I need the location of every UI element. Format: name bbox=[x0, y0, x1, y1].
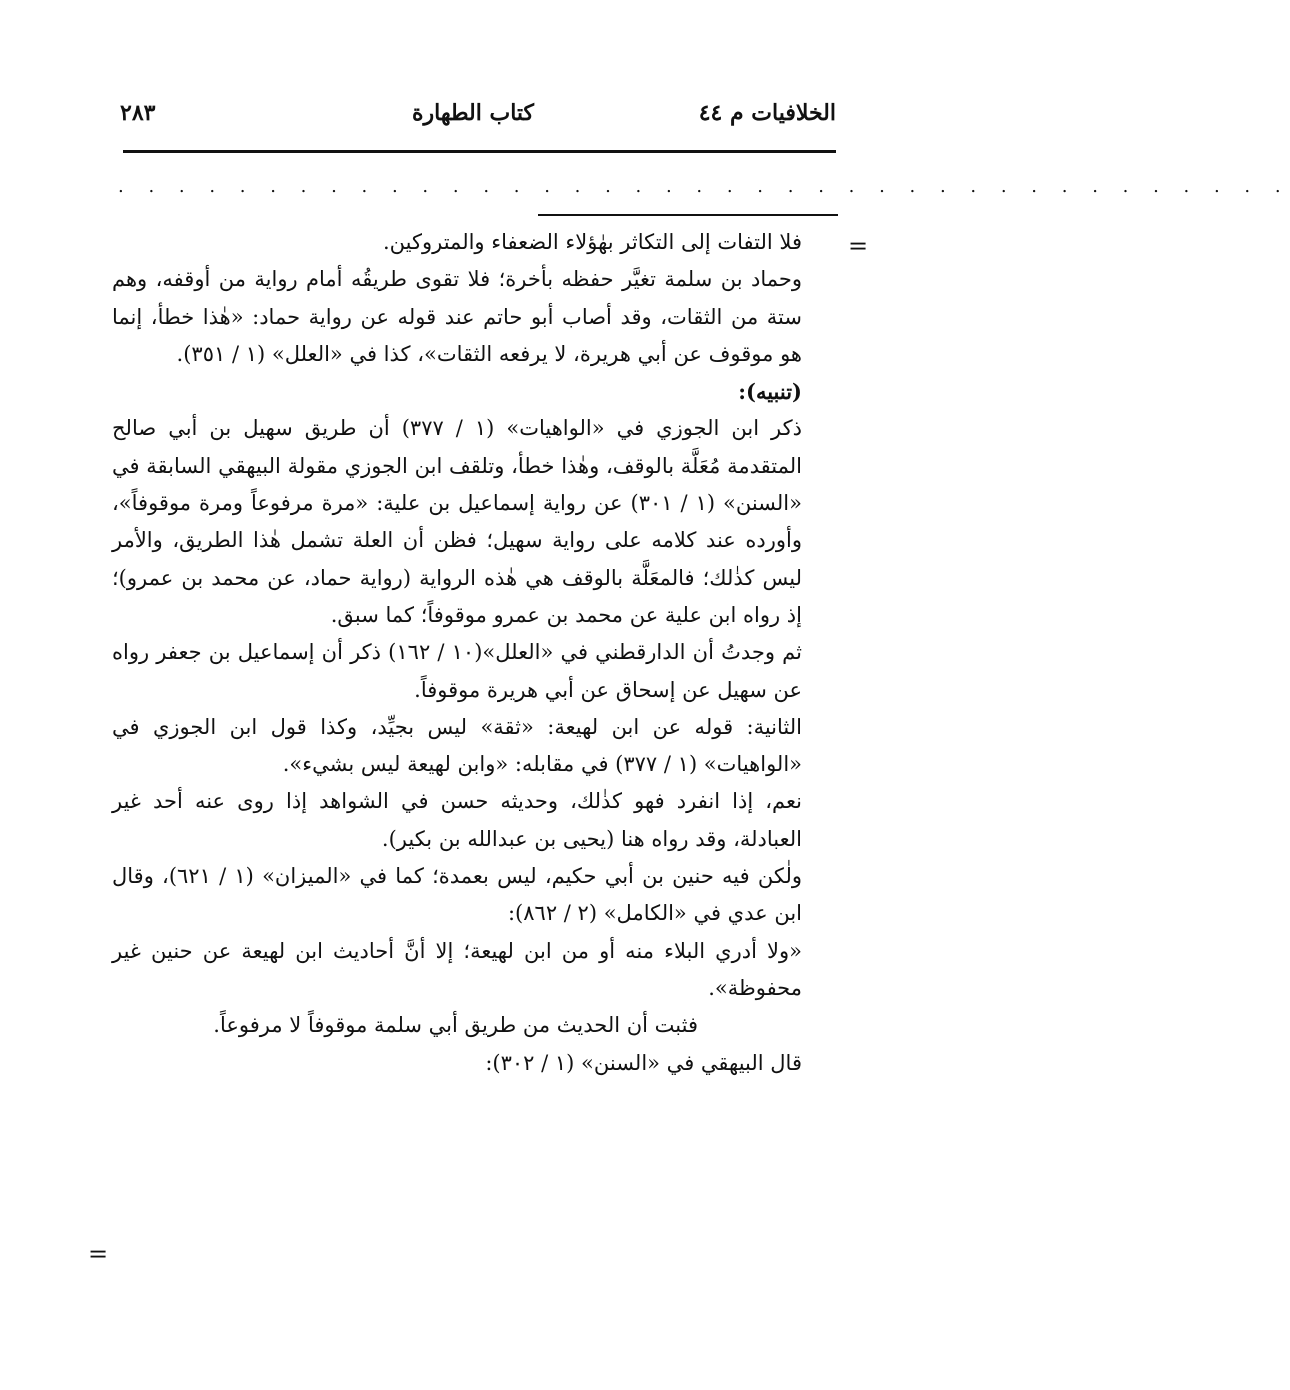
book-title: كتاب الطهارة bbox=[411, 100, 535, 126]
paragraph: قال البيهقي في «السنن» (١ / ٣٠٢): bbox=[485, 1050, 802, 1075]
page-header bbox=[110, 100, 836, 140]
page-number: ٢٨٣ bbox=[120, 100, 156, 126]
continuation-marker-right: = bbox=[848, 232, 869, 260]
paragraph: فثبت أن الحديث من طريق أبي سلمة موقوفاً لا مرفوعاً. bbox=[213, 1013, 698, 1038]
paragraph-heading: (تنبيه): bbox=[738, 379, 802, 405]
footnote-body bbox=[112, 224, 838, 1082]
paragraph: ولٰكن فيه حنين بن أبي حكيم، ليس بعمدة؛ كما في «الميزان» (١ / ٦٢١)، وقال ابن عدي في «الكامل» (٢ / ٨٦٢): bbox=[112, 864, 802, 926]
paragraph: ذكر ابن الجوزي في «الواهيات» (١ / ٣٧٧) أن طريق سهيل بن أبي صالح المتقدمة مُعَلَّة بالوقف، وهٰذا خطأ، وتلقف ابن الجوزي مقولة البيهقي السابقة في «السنن» (١ / ٣٠١) عن رواية إسماعيل بن علية: «مرة مرفوعاً ومرة موقوفاً»، وأورده عند كلامه على رواية سهيل؛ فظن أن العلة تشمل هٰذا الطريق، والأمر ليس كذٰلك؛ فالمعَلَّة بالوقف هي هٰذه الرواية (رواية حماد، عن محمد بن عمرو)؛ إذ رواه ابن علية عن محمد بن عمرو موقوفاً؛ كما سبق. bbox=[112, 416, 802, 627]
paragraph: وحماد بن سلمة تغيَّر حفظه بأخرة؛ فلا تقوى طريقُه أمام رواية من أوقفه، وهم ستة من الثقات، وقد أصاب أبو حاتم عند قوله عن رواية حماد: «هٰذا خطأ، إنما هو موقوف عن أبي هريرة، لا يرفعه الثقات»، كذا في «العلل» (١ / ٣٥١). bbox=[112, 267, 802, 366]
footnote-separator bbox=[538, 214, 838, 216]
paragraph: «ولا أدري البلاء منه أو من ابن لهيعة؛ إلا أنَّ أحاديث ابن لهيعة عن حنين غير محفوظة». bbox=[112, 938, 802, 1000]
paragraph: فلا التفات إلى التكاثر بهٰؤلاء الضعفاء والمتروكين. bbox=[383, 230, 802, 254]
continuation-marker-left: = bbox=[88, 1240, 109, 1268]
section-heading: الخلافيات م ٤٤ bbox=[698, 100, 836, 126]
paragraph: الثانية: قوله عن ابن لهيعة: «ثقة» ليس بجيِّد، وكذا قول ابن الجوزي في «الواهيات» (١ / ٣٧٧) في مقابله: «وابن لهيعة ليس بشيء». bbox=[112, 714, 802, 777]
footnote-dots: . . . . . . . . . . . . . . . . . . . . . . . . . . . . . . . . . . . . . . . bbox=[118, 176, 1290, 197]
paragraph: نعم، إذا انفرد فهو كذٰلك، وحديثه حسن في الشواهد إذا روى عنه أحد غير العبادلة، وقد رواه هنا (يحيى بن عبدالله بن بكير). bbox=[112, 789, 802, 851]
paragraph: ثم وجدتُ أن الدارقطني في «العلل»(١٠ / ١٦٢) ذكر أن إسماعيل بن جعفر رواه عن سهيل عن إسحاق عن أبي هريرة موقوفاً. bbox=[112, 640, 802, 702]
header-rule bbox=[123, 150, 836, 153]
